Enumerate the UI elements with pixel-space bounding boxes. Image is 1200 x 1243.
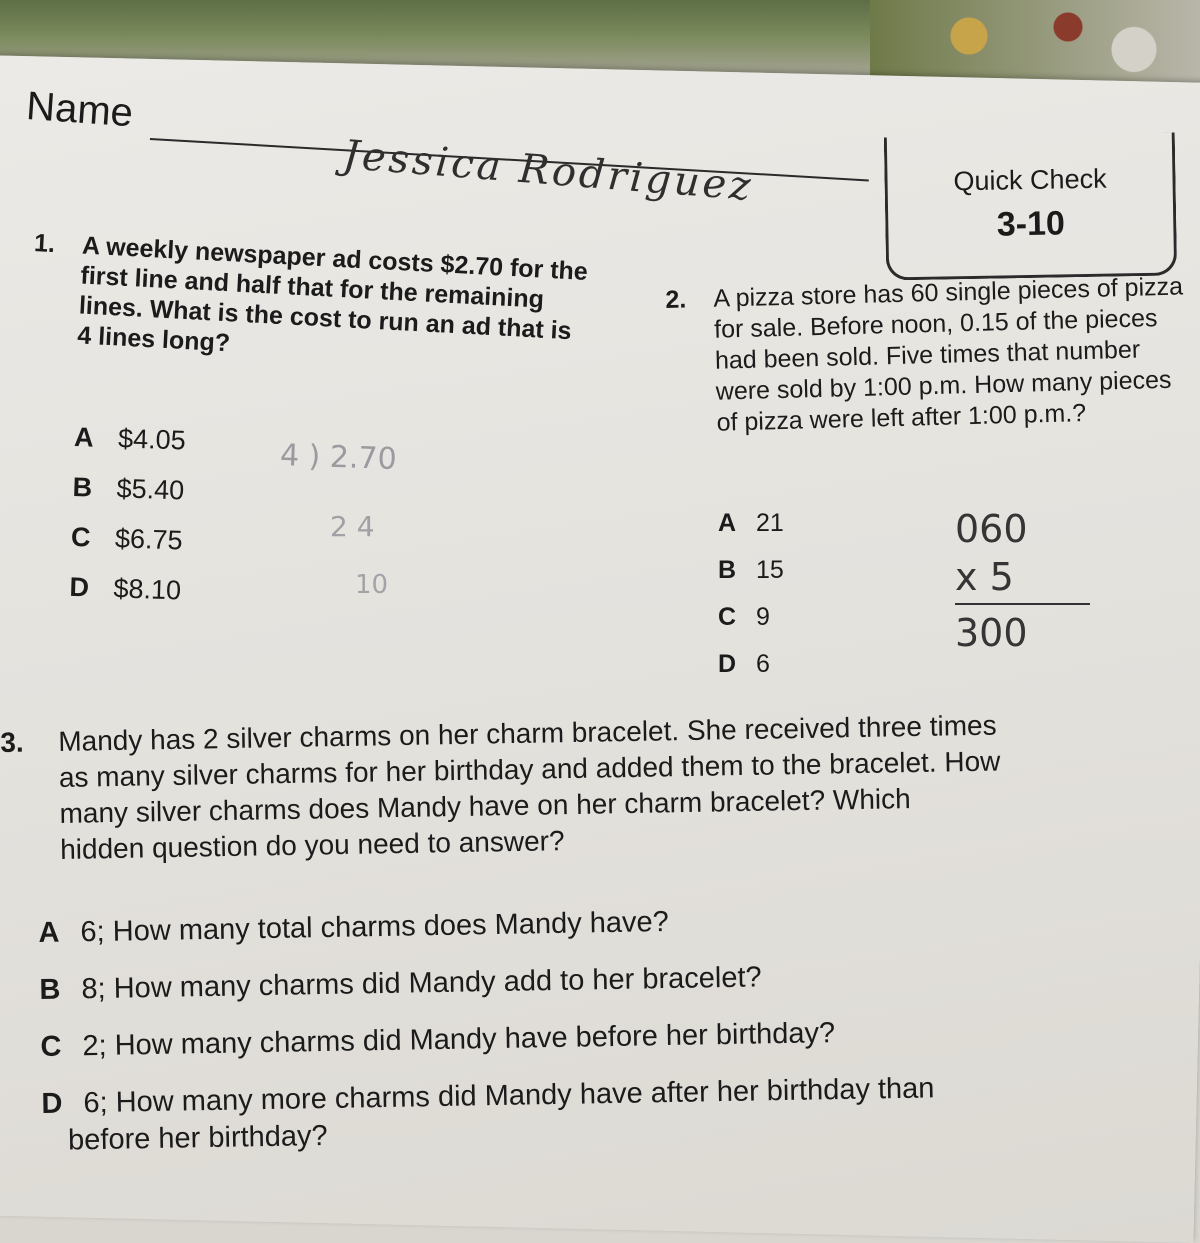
handwritten-line-1: 060 bbox=[955, 507, 1028, 551]
option-a[interactable] bbox=[718, 500, 784, 547]
quick-check-box bbox=[884, 132, 1177, 280]
option-letter: B bbox=[718, 556, 737, 584]
option-c[interactable] bbox=[718, 594, 784, 641]
option-b[interactable] bbox=[72, 462, 185, 515]
option-c[interactable] bbox=[70, 512, 183, 565]
option-text: 6; How many total charms does Mandy have? bbox=[80, 905, 670, 949]
question-text: A pizza store has 60 single pieces of pizza for sale. Before noon, 0.15 of the pieces had been sold. Five times that number were sold by 1:00 p.m. How many pieces of pizza were left after 1:00 p.m.? bbox=[713, 272, 1184, 437]
question-text: Mandy has 2 silver charms on her charm bracelet. She received three times as many silver charms for her birthday and added them to the bracelet. How many silver charms does Mandy have on her charm bracelet? Which hidden question do you need to answer? bbox=[58, 709, 1001, 865]
option-text: 6; How many more charms did Mandy have after her birthday than bbox=[83, 1072, 935, 1120]
question-text: A weekly newspaper ad costs $2.70 for the first line and half that for the remaining lines. What is the cost to run an ad that is 4 lines long? bbox=[76, 231, 589, 358]
question-3 bbox=[0, 708, 1002, 869]
handwritten-work-3: 10 bbox=[355, 570, 389, 600]
option-text: 2; How many charms did Mandy have before her birthday? bbox=[82, 1017, 836, 1063]
question-2-options bbox=[718, 500, 784, 688]
option-letter: D bbox=[41, 1087, 63, 1120]
question-number: 1. bbox=[33, 228, 56, 259]
option-text: $6.75 bbox=[114, 523, 184, 556]
option-letter: B bbox=[39, 973, 61, 1006]
handwritten-multiplication bbox=[955, 505, 1028, 657]
quick-check-title: Quick Check bbox=[953, 163, 1107, 197]
option-a[interactable] bbox=[73, 412, 186, 465]
option-text: 6 bbox=[756, 650, 770, 678]
option-letter: A bbox=[73, 421, 95, 453]
option-letter: B bbox=[72, 471, 93, 503]
option-letter: D bbox=[69, 571, 90, 603]
option-text: 21 bbox=[756, 509, 784, 537]
option-letter: C bbox=[718, 603, 737, 631]
question-1-options bbox=[69, 412, 187, 615]
option-letter: A bbox=[718, 509, 737, 537]
option-text: 8; How many charms did Mandy add to her bracelet? bbox=[81, 961, 762, 1006]
option-text: 9 bbox=[756, 603, 770, 631]
option-letter: A bbox=[38, 916, 60, 949]
quick-check-number: 3-10 bbox=[996, 204, 1066, 244]
option-letter: C bbox=[40, 1030, 62, 1063]
handwritten-line-3: 300 bbox=[955, 611, 1028, 655]
handwritten-line-2: x 5 bbox=[955, 555, 1014, 599]
student-name: Jessica Rodriguez bbox=[341, 132, 756, 211]
option-letter: C bbox=[70, 521, 92, 553]
question-number: 2. bbox=[665, 285, 687, 314]
option-d[interactable] bbox=[69, 562, 182, 615]
name-label: Name bbox=[24, 84, 135, 136]
option-letter: D bbox=[718, 650, 737, 678]
option-text: $8.10 bbox=[113, 573, 182, 606]
question-number: 3. bbox=[0, 726, 24, 758]
option-text-continuation: before her birthday? bbox=[67, 1119, 328, 1157]
handwritten-work-1: 4 ) 2.70 bbox=[279, 437, 398, 478]
option-text: $5.40 bbox=[116, 473, 185, 506]
option-d[interactable] bbox=[718, 641, 784, 688]
question-2 bbox=[665, 271, 1194, 440]
option-text: 15 bbox=[756, 556, 784, 584]
handwritten-rule bbox=[955, 603, 1090, 605]
option-b[interactable] bbox=[718, 547, 784, 594]
option-text: $4.05 bbox=[117, 423, 187, 456]
handwritten-work-2: 2 4 bbox=[330, 510, 375, 543]
question-3-options bbox=[38, 886, 1142, 1161]
